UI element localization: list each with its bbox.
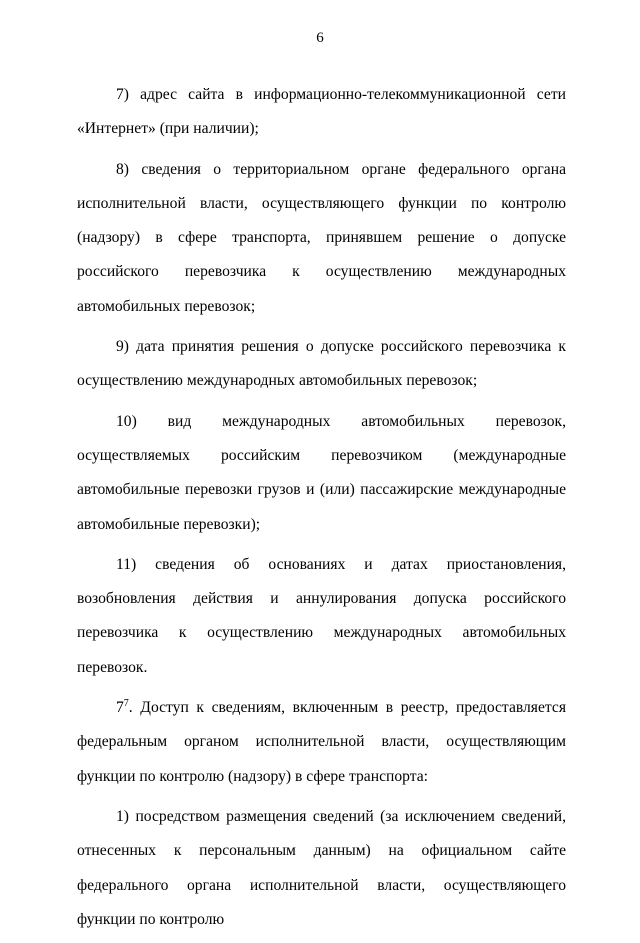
- section-text: . Доступ к сведениям, включенным в реестр, предоставляется федеральным органом исполнительной власти, осуществляющим функции по контролю (надзору) в сфере транспорта:: [77, 699, 566, 785]
- subitem-1: 1) посредством размещения сведений (за исключением сведений, отнесенных к персональным данным) на официальном сайте федерального органа исполнительной власти, осуществляющего функции по контролю: [77, 807, 566, 928]
- document-body: [77, 78, 566, 943]
- section-number: 7: [116, 699, 124, 717]
- list-item-9: 9) дата принятия решения о допуске российского перевозчика к осуществлению международных автомобильных перевозок;: [77, 338, 566, 390]
- list-item-11: 11) сведения об основаниях и датах приостановления, возобновления действия и аннулирования допуска российского перевозчика к осуществлению международных автомобильных перевозок.: [77, 555, 566, 676]
- list-item-7: 7) адрес сайта в информационно-телекоммуникационной сети «Интернет» (при наличии);: [77, 86, 566, 138]
- page-number: 6: [316, 30, 324, 46]
- list-item-10: 10) вид международных автомобильных перевозок, осуществляемых российским перевозчиком (международные автомобильные перевозки грузов и (или) пассажирские международные автомобильные перевозки);: [77, 412, 566, 533]
- list-item-8: 8) сведения о территориальном органе федерального органа исполнительной власти, осуществляющего функции по контролю (надзору) в сфере транспорта, принявшем решение о допуске российского перевозчика к осуществлению международных автомобильных перевозок;: [77, 160, 566, 315]
- section-paragraph-7-7: [77, 691, 566, 794]
- section-number-superscript: 7: [123, 697, 129, 709]
